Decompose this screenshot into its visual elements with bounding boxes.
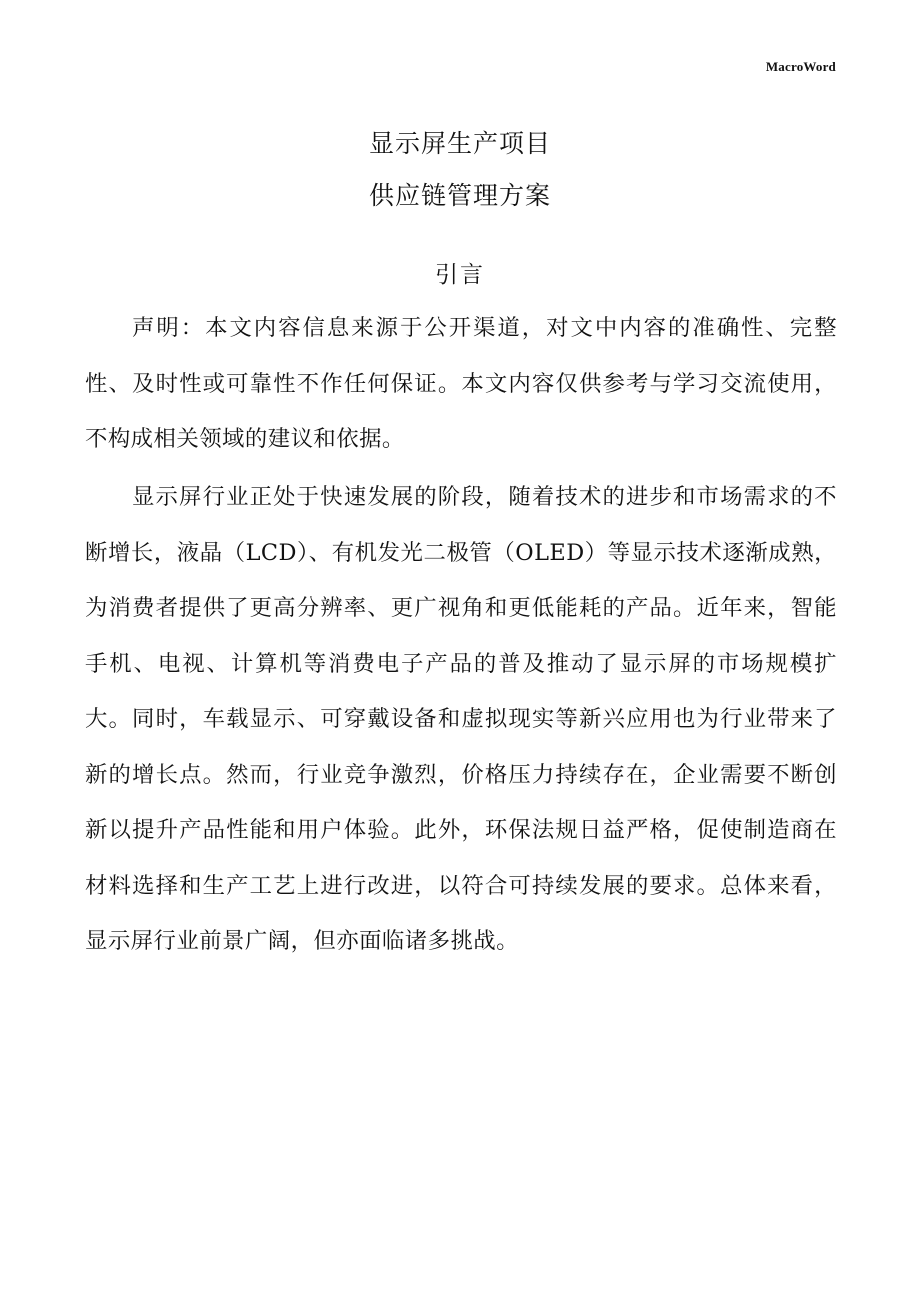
document-title-line-1: 显示屏生产项目 <box>368 129 551 158</box>
document-title-line-2: 供应链管理方案 <box>368 181 551 210</box>
paragraph-disclaimer: 声明：本文内容信息来源于公开渠道，对文中内容的准确性、完整性、及时性或可靠性不作任何保证。本文内容仅供参考与学习交流使用，不构成相关领域的建议和依据。 <box>85 315 837 452</box>
section-heading-introduction: 引言 <box>435 262 485 288</box>
paragraph-industry-overview: 显示屏行业正处于快速发展的阶段，随着技术的进步和市场需求的不断增长，液晶（LCD）、有机发光二极管（OLED）等显示技术逐渐成熟，为消费者提供了更高分辨率、更广视角和更低能耗的产品。近年来，智能手机、电视、计算机等消费电子产品的普及推动了显示屏的市场规模扩大。同时，车载显示、可穿戴设备和虚拟现实等新兴应用也为行业带来了新的增长点。然而，行业竞争激烈，价格压力持续存在，企业需要不断创新以提升产品性能和用户体验。此外，环保法规日益严格，促使制造商在材料选择和生产工艺上进行改进，以符合可持续发展的要求。总体来看，显示屏行业前景广阔，但亦面临诸多挑战。 <box>85 484 837 954</box>
header-brand: MacroWord <box>765 59 836 74</box>
